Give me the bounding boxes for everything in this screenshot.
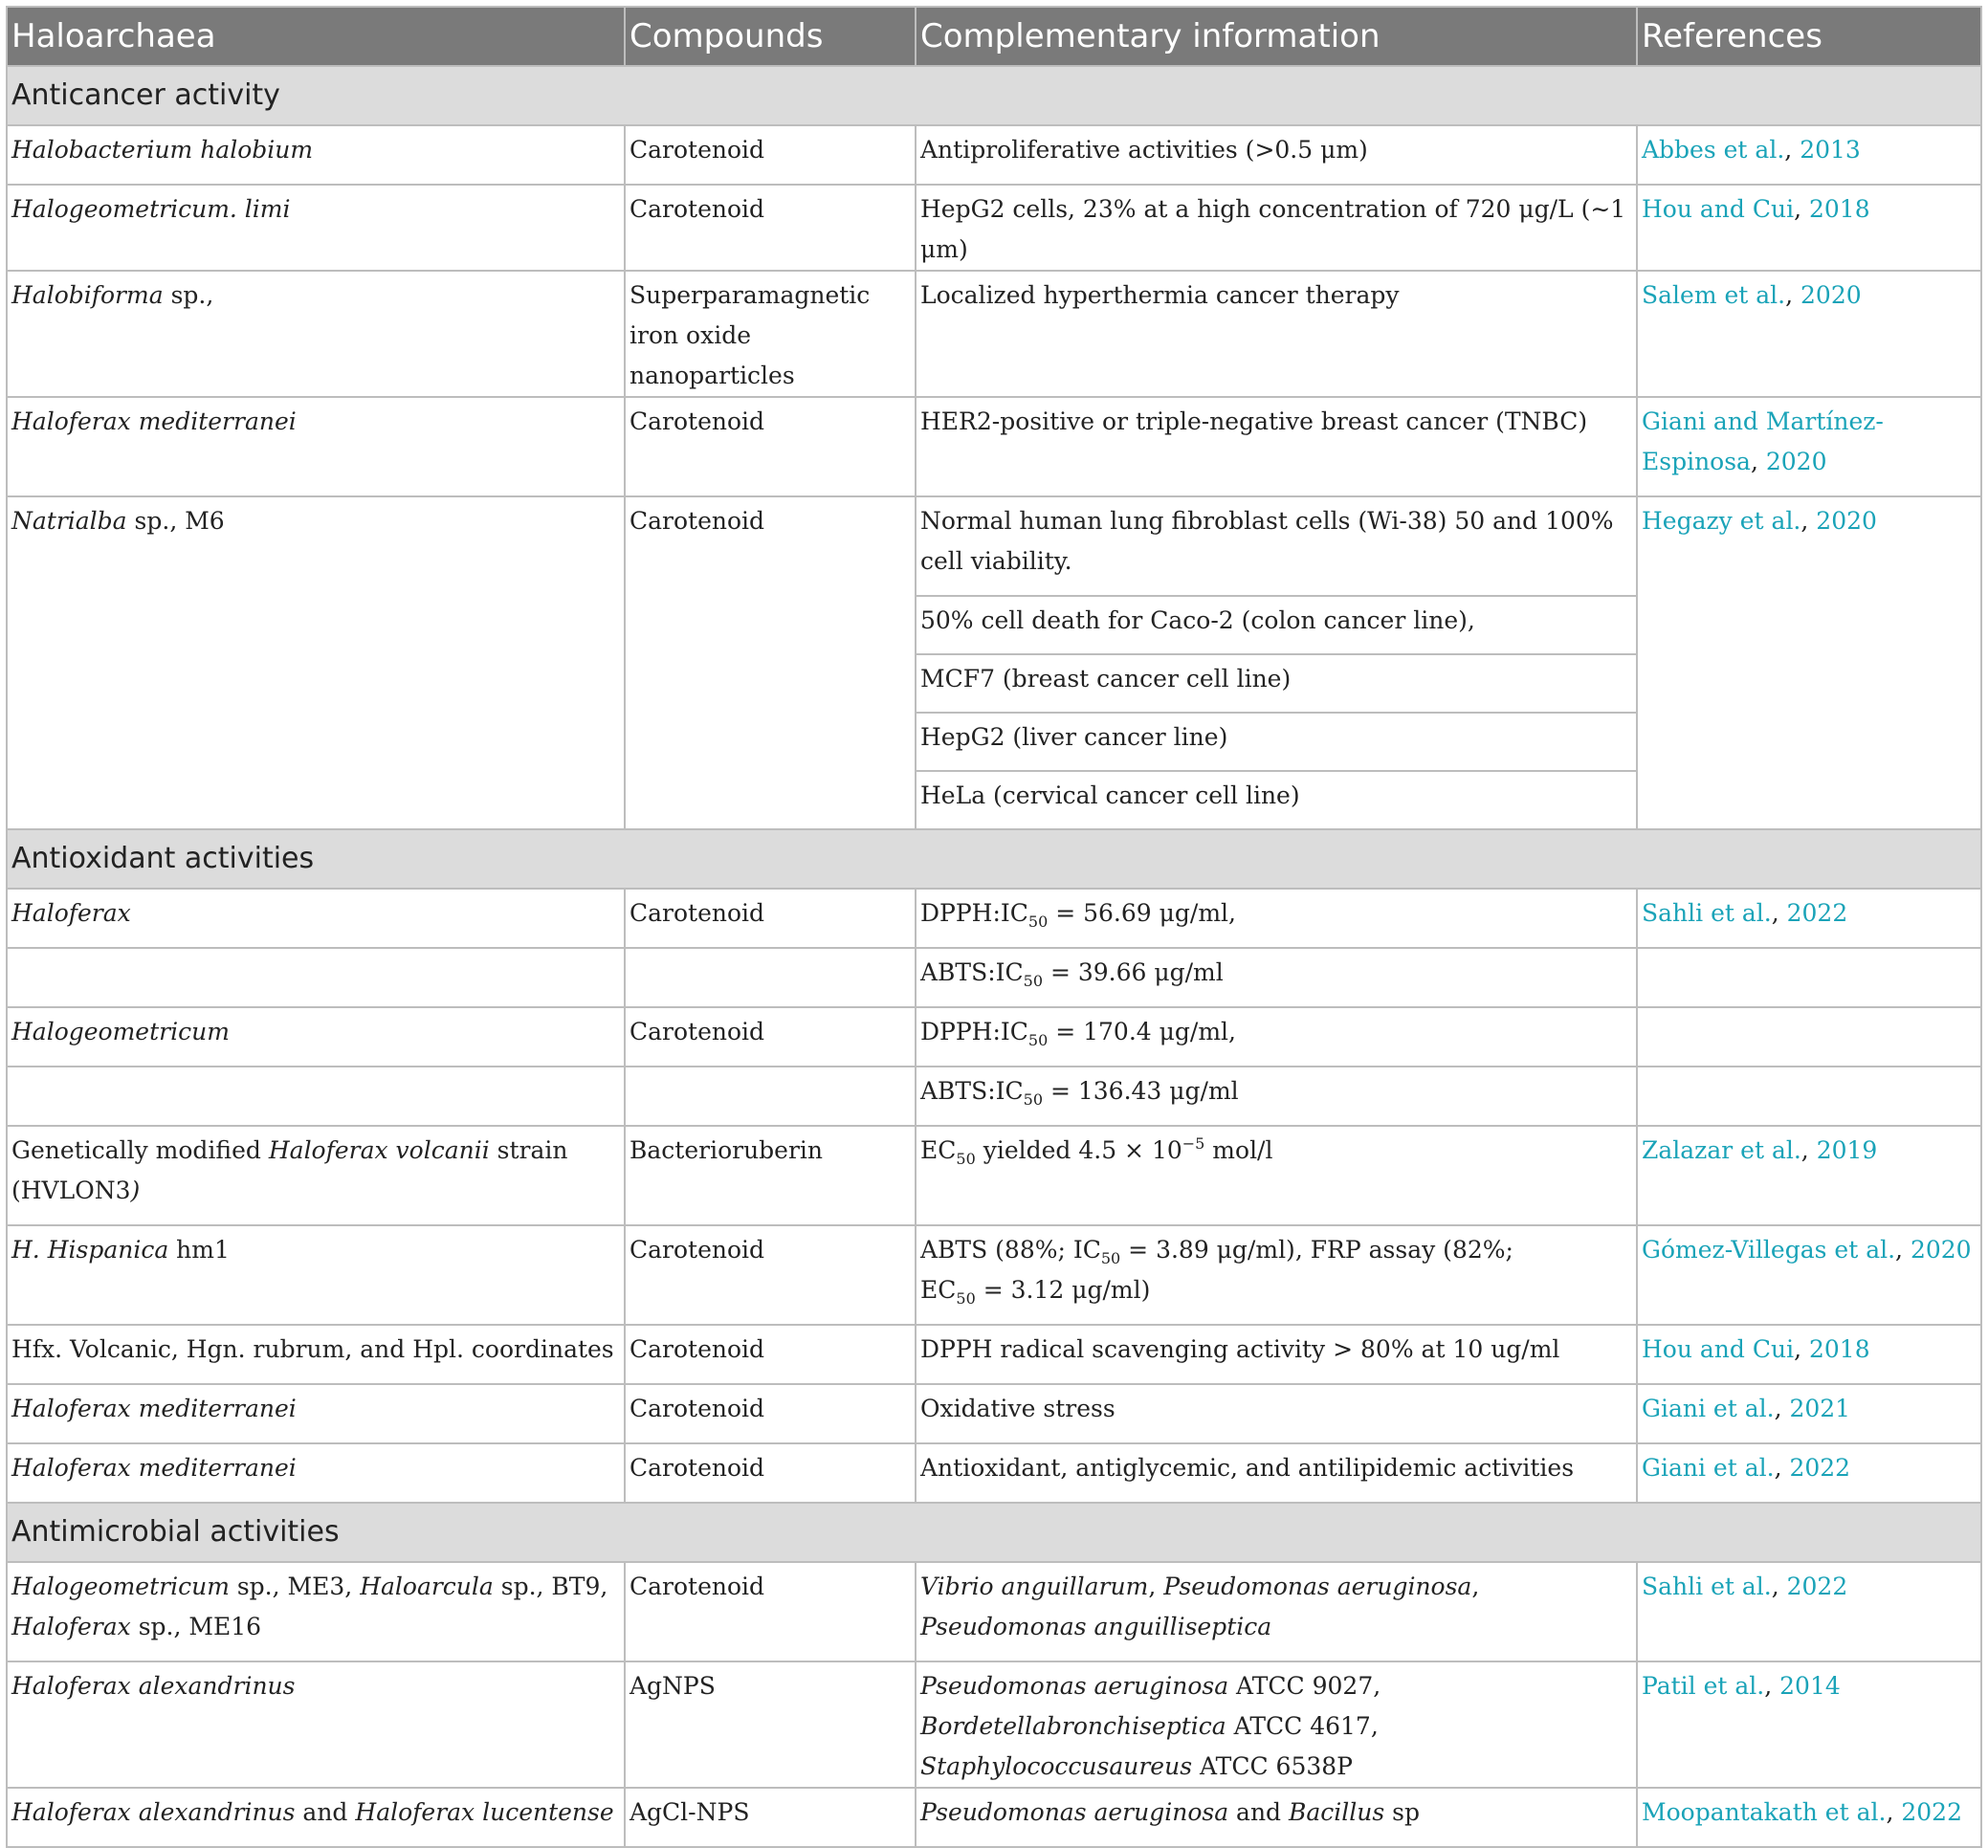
reference-cell: Sahli et al., 2022 bbox=[1637, 889, 1981, 948]
organism-cell: Genetically modified Haloferax volcanii strain (HVLON3) bbox=[7, 1126, 625, 1225]
reference-cell: Moopantakath et al., 2022 bbox=[1637, 1788, 1981, 1847]
table-row bbox=[7, 889, 1981, 948]
organism-cell: Halogeometricum bbox=[7, 1007, 625, 1067]
reference-link[interactable]: Zalazar et al. bbox=[1642, 1136, 1801, 1164]
info-cell: $ABTS:IC_{50} = 39.66$ μg/ml bbox=[916, 948, 1637, 1007]
reference-cell: Patil et al., 2014 bbox=[1637, 1661, 1981, 1788]
compound-cell: Carotenoid bbox=[625, 1325, 916, 1384]
reference-cell: Giani and Martínez-Espinosa, 2020 bbox=[1637, 397, 1981, 496]
col-header-references: References bbox=[1637, 7, 1981, 66]
compound-cell: Carotenoid bbox=[625, 1443, 916, 1503]
organism-cell: Haloferax alexandrinus and Haloferax lucentense bbox=[7, 1788, 625, 1847]
reference-year-link[interactable]: 2013 bbox=[1800, 136, 1861, 164]
reference-link[interactable]: Giani et al. bbox=[1642, 1395, 1775, 1422]
reference-year-link[interactable]: 2018 bbox=[1809, 195, 1870, 223]
table-row bbox=[7, 1225, 1981, 1325]
reference-cell: Zalazar et al., 2019 bbox=[1637, 1126, 1981, 1225]
section-row bbox=[7, 1503, 1981, 1562]
reference-cell: Hou and Cui, 2018 bbox=[1637, 185, 1981, 271]
table-row bbox=[7, 397, 1981, 496]
compound-cell: Carotenoid bbox=[625, 1225, 916, 1325]
info-cell: 50% cell death for Caco-2 (colon cancer line), bbox=[916, 596, 1637, 654]
reference-year-link[interactable]: 2018 bbox=[1809, 1335, 1870, 1363]
info-cell: Oxidative stress bbox=[916, 1384, 1637, 1443]
reference-link[interactable]: Giani and Martínez-Espinosa bbox=[1642, 407, 1884, 475]
reference-year-link[interactable]: 2022 bbox=[1786, 1573, 1848, 1600]
table-row bbox=[7, 1325, 1981, 1384]
info-cell: Localized hyperthermia cancer therapy bbox=[916, 271, 1637, 397]
compound-cell: Superparamagnetic iron oxide nanoparticles bbox=[625, 271, 916, 397]
info-cell: $EC_{50}$ yielded $4.5 \times 10^{-5}$ mol/l bbox=[916, 1126, 1637, 1225]
section-anticancer: Anticancer activity bbox=[7, 66, 1981, 125]
compound-cell: AgNPS bbox=[625, 1661, 916, 1788]
info-cell: HepG2 cells, 23% at a high concentration of 720 μg/L (∼1 μm) bbox=[916, 185, 1637, 271]
organism-cell: Natrialba sp., M6 bbox=[7, 496, 625, 829]
organism-cell: Haloferax bbox=[7, 889, 625, 948]
table-row bbox=[7, 1007, 1981, 1067]
reference-cell: Salem et al., 2020 bbox=[1637, 271, 1981, 397]
reference-cell: Giani et al., 2021 bbox=[1637, 1384, 1981, 1443]
reference-link[interactable]: Salem et al. bbox=[1642, 281, 1786, 309]
reference-cell: Gómez-Villegas et al., 2020 bbox=[1637, 1225, 1981, 1325]
reference-cell: Giani et al., 2022 bbox=[1637, 1443, 1981, 1503]
reference-link[interactable]: Hou and Cui bbox=[1642, 1335, 1795, 1363]
info-cell: $DPPH:IC_{50} = 170.4$ μg/ml, bbox=[916, 1007, 1637, 1067]
table-row bbox=[7, 185, 1981, 271]
table-row bbox=[7, 1067, 1981, 1126]
reference-link[interactable]: Hegazy et al. bbox=[1642, 507, 1801, 535]
table-row bbox=[7, 948, 1981, 1007]
reference-link[interactable]: Patil et al. bbox=[1642, 1672, 1765, 1700]
info-cell: Antiproliferative activities (>0.5 μm) bbox=[916, 125, 1637, 185]
compound-cell: Bacterioruberin bbox=[625, 1126, 916, 1225]
info-cell: $ABTS:IC_{50} = 136.43$ μg/ml bbox=[916, 1067, 1637, 1126]
reference-link[interactable]: Gómez-Villegas et al. bbox=[1642, 1236, 1896, 1264]
compound-cell: Carotenoid bbox=[625, 125, 916, 185]
table-row bbox=[7, 125, 1981, 185]
compound-cell bbox=[625, 948, 916, 1007]
reference-year-link[interactable]: 2019 bbox=[1816, 1136, 1878, 1164]
compound-cell: Carotenoid bbox=[625, 1562, 916, 1661]
table-row bbox=[7, 496, 1981, 596]
organism-cell bbox=[7, 1067, 625, 1126]
compound-cell: AgCl-NPS bbox=[625, 1788, 916, 1847]
organism-cell: Haloferax alexandrinus bbox=[7, 1661, 625, 1788]
info-cell: ABTS (88%; $IC_{50} = 3.89$ μg/ml), FRP assay (82%; $EC_{50} = 3.12$ μg/ml) bbox=[916, 1225, 1637, 1325]
table-row bbox=[7, 1443, 1981, 1503]
reference-link[interactable]: Moopantakath et al. bbox=[1642, 1798, 1887, 1826]
reference-link[interactable]: Hou and Cui bbox=[1642, 195, 1795, 223]
reference-cell: Hegazy et al., 2020 bbox=[1637, 496, 1981, 829]
section-antioxidant: Antioxidant activities bbox=[7, 829, 1981, 889]
info-cell: Vibrio anguillarum, Pseudomonas aeruginosa, Pseudomonas anguilliseptica bbox=[916, 1562, 1637, 1661]
reference-year-link[interactable]: 2020 bbox=[1765, 448, 1827, 475]
organism-cell: Halobacterium halobium bbox=[7, 125, 625, 185]
col-header-complementary-information: Complementary information bbox=[916, 7, 1637, 66]
organism-cell: Haloferax mediterranei bbox=[7, 1443, 625, 1503]
organism-cell: H. Hispanica hm1 bbox=[7, 1225, 625, 1325]
col-header-compounds: Compounds bbox=[625, 7, 916, 66]
organism-cell: Hfx. Volcanic, Hgn. rubrum, and Hpl. coordinates bbox=[7, 1325, 625, 1384]
section-row bbox=[7, 829, 1981, 889]
info-cell: HeLa (cervical cancer cell line) bbox=[916, 771, 1637, 829]
table-row bbox=[7, 1562, 1981, 1661]
reference-cell: Abbes et al., 2013 bbox=[1637, 125, 1981, 185]
info-cell: HER2-positive or triple-negative breast cancer (TNBC) bbox=[916, 397, 1637, 496]
compound-cell: Carotenoid bbox=[625, 1007, 916, 1067]
table-row bbox=[7, 1126, 1981, 1225]
organism-cell: Halogeometricum sp., ME3, Haloarcula sp., BT9, Haloferax sp., ME16 bbox=[7, 1562, 625, 1661]
header-row bbox=[7, 7, 1981, 66]
reference-link[interactable]: Sahli et al. bbox=[1642, 899, 1772, 927]
reference-year-link[interactable]: 2022 bbox=[1786, 899, 1848, 927]
reference-year-link[interactable]: 2020 bbox=[1800, 281, 1862, 309]
info-cell: HepG2 (liver cancer line) bbox=[916, 713, 1637, 771]
organism-cell: Halogeometricum. limi bbox=[7, 185, 625, 271]
compound-cell: Carotenoid bbox=[625, 496, 916, 829]
organism-cell: Halobiforma sp., bbox=[7, 271, 625, 397]
reference-link[interactable]: Giani et al. bbox=[1642, 1454, 1775, 1482]
info-cell: $DPPH:IC_{50} = 56.69$ μg/ml, bbox=[916, 889, 1637, 948]
reference-year-link[interactable]: 2020 bbox=[1910, 1236, 1972, 1264]
reference-cell bbox=[1637, 948, 1981, 1007]
reference-link[interactable]: Sahli et al. bbox=[1642, 1573, 1772, 1600]
reference-year-link[interactable]: 2021 bbox=[1789, 1395, 1851, 1422]
reference-cell: Hou and Cui, 2018 bbox=[1637, 1325, 1981, 1384]
info-cell: Normal human lung fibroblast cells (Wi-38) 50 and 100% cell viability. bbox=[916, 496, 1637, 596]
organism-cell bbox=[7, 948, 625, 1007]
reference-cell: Sahli et al., 2022 bbox=[1637, 1562, 1981, 1661]
compound-cell: Carotenoid bbox=[625, 397, 916, 496]
table-row bbox=[7, 1384, 1981, 1443]
compound-cell: Carotenoid bbox=[625, 889, 916, 948]
reference-cell bbox=[1637, 1007, 1981, 1067]
table-row bbox=[7, 1661, 1981, 1788]
organism-cell: Haloferax mediterranei bbox=[7, 397, 625, 496]
table-row bbox=[7, 271, 1981, 397]
reference-year-link[interactable]: 2022 bbox=[1901, 1798, 1962, 1826]
info-cell: Antioxidant, antiglycemic, and antilipidemic activities bbox=[916, 1443, 1637, 1503]
compound-cell: Carotenoid bbox=[625, 185, 916, 271]
reference-cell bbox=[1637, 1067, 1981, 1126]
section-antimicrobial: Antimicrobial activities bbox=[7, 1503, 1981, 1562]
reference-link[interactable]: Abbes et al. bbox=[1642, 136, 1785, 164]
reference-year-link[interactable]: 2022 bbox=[1789, 1454, 1851, 1482]
reference-year-link[interactable]: 2020 bbox=[1816, 507, 1877, 535]
info-cell: MCF7 (breast cancer cell line) bbox=[916, 654, 1637, 713]
section-row bbox=[7, 66, 1981, 125]
reference-year-link[interactable]: 2014 bbox=[1779, 1672, 1841, 1700]
info-cell: DPPH radical scavenging activity > 80% at 10 ug/ml bbox=[916, 1325, 1637, 1384]
info-cell: Pseudomonas aeruginosa and Bacillus sp bbox=[916, 1788, 1637, 1847]
col-header-haloarchaea: Haloarchaea bbox=[7, 7, 625, 66]
compound-cell: Carotenoid bbox=[625, 1384, 916, 1443]
organism-cell: Haloferax mediterranei bbox=[7, 1384, 625, 1443]
data-table bbox=[6, 6, 1982, 1848]
table-row bbox=[7, 1788, 1981, 1847]
info-cell: Pseudomonas aeruginosa ATCC 9027, Bordetellabronchiseptica ATCC 4617, Staphylococcusaureus ATCC 6538P bbox=[916, 1661, 1637, 1788]
compound-cell bbox=[625, 1067, 916, 1126]
